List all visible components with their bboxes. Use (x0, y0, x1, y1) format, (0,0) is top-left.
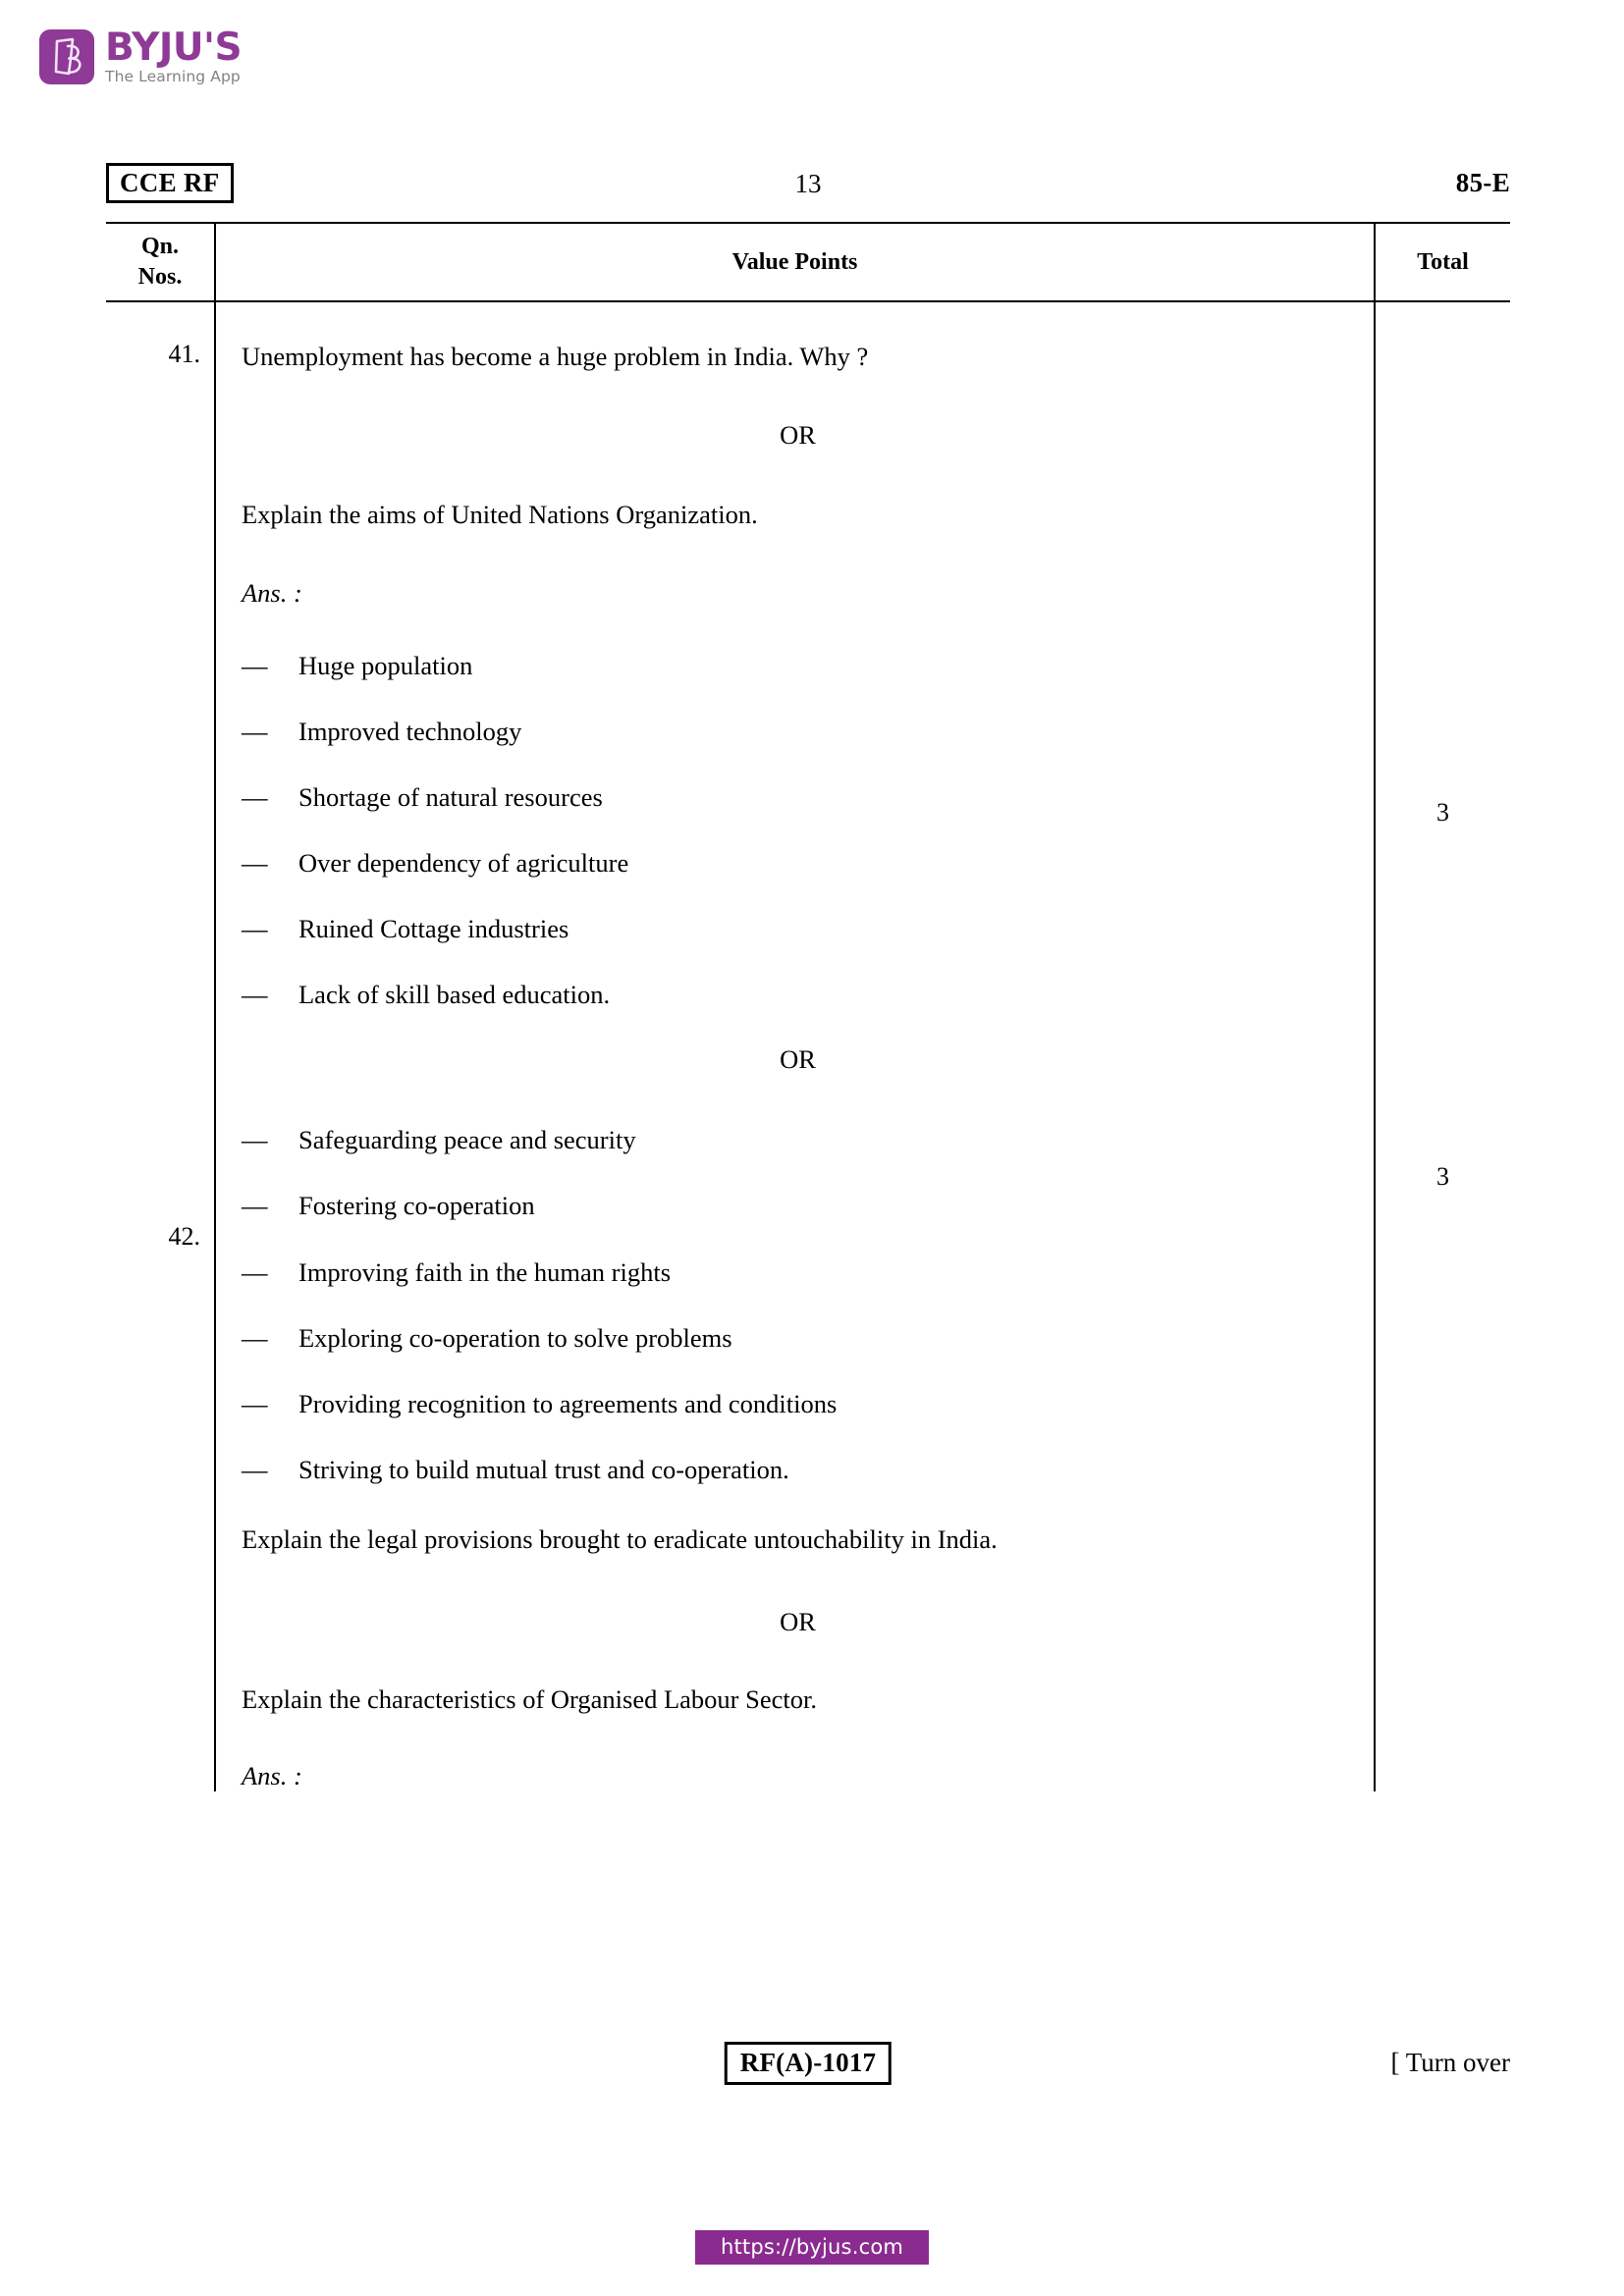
q42-question-b: Explain the characteristics of Organised Labour Sector. (242, 1684, 817, 1715)
list-item (242, 913, 1348, 945)
byjus-b-logo-icon (39, 29, 94, 84)
byjus-logo-text (105, 26, 243, 86)
q42-or-1: OR (780, 1607, 816, 1637)
point-text: Improving faith in the human rights (298, 1256, 672, 1287)
list-item (242, 1256, 1348, 1289)
byjus-logo (39, 26, 243, 86)
bullet-dash-icon: — (242, 1191, 268, 1221)
point-text: Providing recognition to agreements and conditions (298, 1388, 838, 1418)
page-number: 13 (794, 169, 822, 198)
turn-over-note: [ Turn over (1390, 2048, 1510, 2077)
q42-question-a: Explain the legal provisions brought to eradicate untouchability in India. (242, 1524, 998, 1554)
paper-code: 85-E (1455, 168, 1510, 197)
page-header (106, 163, 1510, 208)
list-item (242, 1454, 1348, 1486)
table-header-value-points: Value Points (214, 224, 1376, 300)
bullet-dash-icon: — (242, 1388, 268, 1418)
point-text: Exploring co-operation to solve problems (298, 1322, 732, 1353)
bullet-dash-icon: — (242, 1454, 268, 1484)
bullet-dash-icon: — (242, 914, 268, 943)
point-text: Safeguarding peace and security (298, 1125, 636, 1155)
total-marks-q41a: 3 (1436, 798, 1449, 827)
total-column (1376, 302, 1510, 1791)
list-item (242, 847, 1348, 880)
point-text: Improved technology (298, 716, 522, 746)
point-text: Ruined Cottage industries (298, 914, 569, 943)
bullet-dash-icon: — (242, 1125, 268, 1155)
bullet-dash-icon: — (242, 1322, 268, 1353)
point-text: Huge population (298, 650, 473, 680)
qn-header-line2: Nos. (137, 264, 183, 290)
q41-ans-label: Ans. : (242, 577, 302, 608)
bullet-dash-icon: — (242, 781, 268, 812)
point-text: Over dependency of agriculture (298, 847, 629, 878)
list-item (242, 1124, 1348, 1156)
q41-or-2: OR (780, 1044, 816, 1075)
table-header-qn-nos (106, 224, 214, 300)
qn-number-42: 42. (168, 1222, 200, 1251)
qn-header-line1: Qn. (140, 233, 179, 259)
table-body (106, 302, 1510, 1791)
table-header-row (106, 224, 1510, 302)
list-item (242, 1388, 1348, 1420)
qn-number-41: 41. (168, 340, 200, 368)
bullet-dash-icon: — (242, 847, 268, 878)
bullet-dash-icon: — (242, 1256, 268, 1287)
q41-points-list-b (242, 1124, 1348, 1486)
point-text: Fostering co-operation (298, 1191, 535, 1221)
q41-question-a: Unemployment has become a huge problem in India. Why ? (242, 342, 869, 371)
byjus-tagline: The Learning App (105, 68, 241, 86)
point-text: Striving to build mutual trust and co-operation. (298, 1454, 789, 1484)
qn-nos-column (106, 302, 214, 1791)
list-item (242, 716, 1348, 748)
value-points-content (216, 302, 1374, 1791)
total-marks-q41b: 3 (1436, 1162, 1449, 1191)
byjus-url-watermark[interactable]: https://byjus.com (695, 2230, 929, 2265)
q41-or-1: OR (780, 419, 816, 450)
q41-points-list-a (242, 650, 1348, 1012)
bullet-dash-icon: — (242, 650, 268, 680)
list-item (242, 650, 1348, 682)
list-item (242, 1190, 1348, 1222)
bullet-dash-icon: — (242, 716, 268, 746)
point-text: Lack of skill based education. (298, 980, 611, 1010)
table-header-total: Total (1417, 248, 1469, 275)
byjus-wordmark: BYJU'S (105, 26, 243, 70)
list-item (242, 979, 1348, 1011)
bullet-dash-icon: — (242, 980, 268, 1010)
exam-code-box: CCE RF (106, 163, 234, 203)
value-points-table (106, 222, 1510, 1791)
list-item (242, 1322, 1348, 1355)
point-text: Shortage of natural resources (298, 781, 603, 812)
paper-serial-box: RF(A)-1017 (725, 2042, 892, 2085)
list-item (242, 781, 1348, 814)
q41-question-b: Explain the aims of United Nations Organization. (242, 499, 758, 529)
q42-ans-label: Ans. : (242, 1760, 302, 1790)
value-points-column (214, 302, 1376, 1791)
page-footer (106, 2042, 1510, 2093)
